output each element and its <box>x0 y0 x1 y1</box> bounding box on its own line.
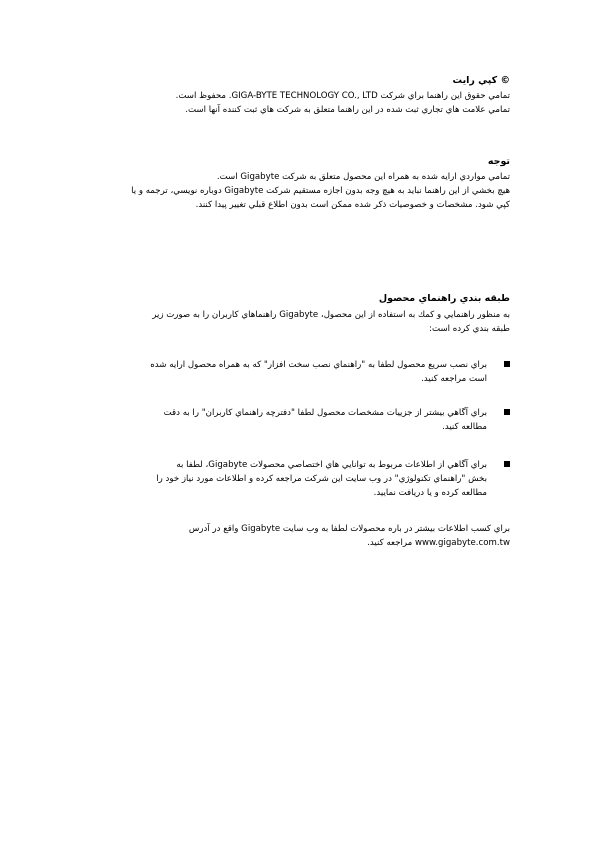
bullet-line: است مراجعه كنيد. <box>421 374 487 384</box>
notice-line: كپي شود. مشخصات و خصوصيات ذكر شده ممكن است بدون اطلاع قبلي تغيير پيدا كنند. <box>195 200 510 210</box>
bullet-square-icon <box>504 461 510 467</box>
classification-heading: طبقه بندي راهنماي محصول <box>378 293 510 304</box>
bullet-line: مطالعه كرده و يا دريافت نماييد. <box>373 488 487 498</box>
website-line: براي كسب اطلاعات بيشتر در باره محصولات لطفا به وب سايت Gigabyte واقع در آدرس <box>188 524 510 534</box>
bullet-line: براي نصب سريع محصول لطفا به "راهنماي نصب سخت افزار" كه به همراه محصول ارايه شده <box>150 360 487 370</box>
bullet-square-icon <box>504 361 510 367</box>
notice-section <box>98 155 510 212</box>
copyright-line: تمامي علامت هاي تجاري ثبت شده در اين راهنما متعلق به شركت هاي ثبت كننده آنها است. <box>185 105 510 115</box>
bullet-item-technology-guide <box>98 458 510 500</box>
classification-intro-line: به منظور راهنمايي و كمك به استفاده از اين محصول، Gigabyte راهنماهاي كاربران را به صورت زير <box>152 310 510 320</box>
website-section <box>98 522 510 550</box>
website-link-line: www.gigabyte.com.tw مراجعه كنيد. <box>367 538 510 548</box>
notice-line: تمامي مواردي ارايه شده به همراه اين محصول متعلق به شركت Gigabyte است. <box>216 172 510 182</box>
copyright-heading: © كپي رايت <box>452 75 510 86</box>
bullet-square-icon <box>504 409 510 415</box>
bullet-line: مطالعه كنيد. <box>442 422 487 432</box>
classification-section <box>98 292 510 336</box>
bullet-item-install-guide <box>98 358 510 386</box>
classification-intro-line: طبقه بندي كرده است: <box>429 324 510 334</box>
notice-line: هيچ بخشي از اين راهنما نبايد به هيچ وجه بدون اجازه مستقيم شركت Gigabyte دوباره نويسي، ترجمه و يا <box>131 186 510 196</box>
notice-heading: توجه <box>487 156 510 167</box>
copyright-line: تمامي حقوق اين راهنما براي شركت GIGA-BYTE TECHNOLOGY CO., LTD. محفوظ است. <box>175 91 510 101</box>
bullet-line: براي آگاهي بيشتر از جزييات مشخصات محصول لطفا "دفترچه راهنماي كاربران" را به دقت <box>163 408 487 418</box>
copyright-section <box>98 74 510 117</box>
bullet-line: بخش "راهنماي تكنولوژي" در وب سايت اين شركت مراجعه كرده و اطلاعات مورد نياز خود را <box>156 474 487 484</box>
bullet-item-user-manual <box>98 406 510 434</box>
bullet-line: براي آگاهي از اطلاعات مربوط به توانايي هاي اختصاصي محصولات Gigabyte، لطفا به <box>176 460 487 470</box>
